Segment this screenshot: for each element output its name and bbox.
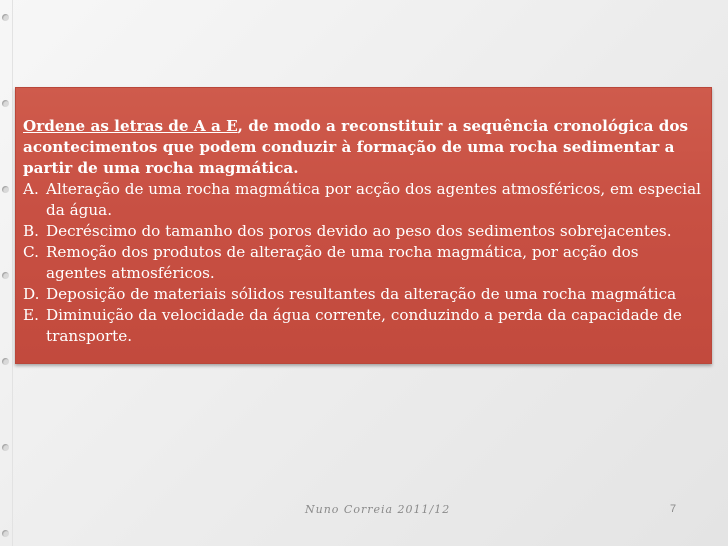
slide-number: 7 bbox=[670, 503, 677, 515]
binder-hole bbox=[2, 186, 9, 193]
option-item bbox=[23, 242, 703, 284]
answer-options bbox=[23, 179, 703, 347]
binder-hole bbox=[2, 530, 9, 537]
option-text: Remoção dos produtos de alteração de uma rocha magmática, por acção dos agentes atmosféricos. bbox=[46, 243, 639, 282]
option-letter: A. bbox=[23, 180, 39, 198]
margin-line bbox=[12, 0, 13, 546]
question-instruction: Ordene as letras de A a E bbox=[23, 117, 238, 135]
option-item bbox=[23, 284, 703, 305]
option-letter: E. bbox=[23, 306, 39, 324]
option-letter: B. bbox=[23, 222, 39, 240]
option-item bbox=[23, 305, 703, 347]
binder-hole bbox=[2, 100, 9, 107]
slide-footer bbox=[0, 500, 728, 520]
binder-hole bbox=[2, 272, 9, 279]
binder-hole bbox=[2, 14, 9, 21]
question-box bbox=[15, 87, 712, 364]
question-instruction-rest: , de modo a reconstituir a sequência cronológica dos acontecimentos que podem conduzir à formação de uma rocha sedimentar a partir de uma rocha magmática. bbox=[23, 117, 689, 177]
option-text: Deposição de materiais sólidos resultantes da alteração de uma rocha magmática bbox=[46, 285, 677, 303]
option-text: Diminuição da velocidade da água corrente, conduzindo a perda da capacidade de transporte. bbox=[46, 306, 682, 345]
option-item bbox=[23, 179, 703, 221]
binder-hole bbox=[2, 444, 9, 451]
option-text: Alteração de uma rocha magmática por acção dos agentes atmosféricos, em especial da água. bbox=[46, 180, 702, 219]
option-item bbox=[23, 221, 703, 242]
question-intro bbox=[23, 116, 703, 179]
option-letter: D. bbox=[23, 285, 40, 303]
option-letter: C. bbox=[23, 243, 39, 261]
option-text: Decréscimo do tamanho dos poros devido ao peso dos sedimentos sobrejacentes. bbox=[46, 222, 672, 240]
binder-hole bbox=[2, 358, 9, 365]
footer-author: Nuno Correia 2011/12 bbox=[305, 503, 451, 516]
